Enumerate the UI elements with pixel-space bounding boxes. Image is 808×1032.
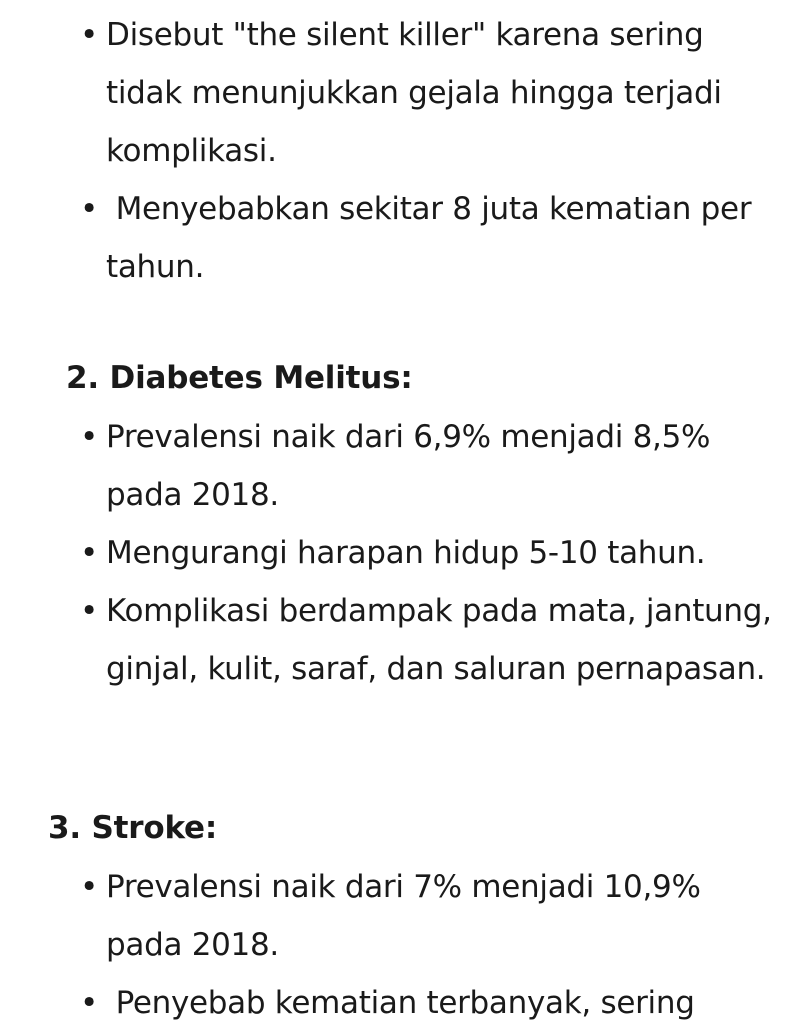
- list-item-text: Penyebab kematian terbanyak, sering: [106, 985, 695, 1021]
- list-item: [0, 180, 808, 296]
- section-heading-stroke: 3. Stroke:: [48, 810, 218, 846]
- list-item: [0, 524, 808, 582]
- list-item-text: Komplikasi berdampak pada mata, jantung, ginjal, kulit, saraf, dan saluran pernapasan.: [106, 593, 772, 687]
- list-item: [0, 6, 808, 180]
- list-item: [0, 858, 808, 974]
- bullet-list: [0, 6, 808, 296]
- section-heading-diabetes: 2. Diabetes Melitus:: [66, 360, 413, 396]
- list-item-text: Prevalensi naik dari 6,9% menjadi 8,5% pada 2018.: [106, 419, 711, 513]
- section-hypertension-continued: [0, 6, 808, 296]
- bullet-list: [0, 408, 808, 698]
- list-item: [0, 582, 808, 698]
- bullet-list: [0, 858, 808, 1032]
- list-item-text: Mengurangi harapan hidup 5-10 tahun.: [106, 535, 706, 571]
- bullet-icon: •: [80, 17, 98, 53]
- bullet-icon: •: [80, 419, 98, 455]
- bullet-icon: •: [80, 593, 98, 629]
- list-item: [0, 974, 808, 1032]
- list-item-text: Prevalensi naik dari 7% menjadi 10,9% pada 2018.: [106, 869, 701, 963]
- bullet-icon: •: [80, 869, 98, 905]
- list-item: [0, 408, 808, 524]
- section-stroke: [0, 858, 808, 1032]
- bullet-icon: •: [80, 191, 98, 227]
- bullet-icon: •: [80, 985, 98, 1021]
- section-diabetes: [0, 408, 808, 698]
- bullet-icon: •: [80, 535, 98, 571]
- list-item-text: Disebut "the silent killer" karena sering tidak menunjukkan gejala hingga terjadi komplikasi.: [106, 17, 722, 169]
- list-item-text: Menyebabkan sekitar 8 juta kematian per tahun.: [106, 191, 761, 285]
